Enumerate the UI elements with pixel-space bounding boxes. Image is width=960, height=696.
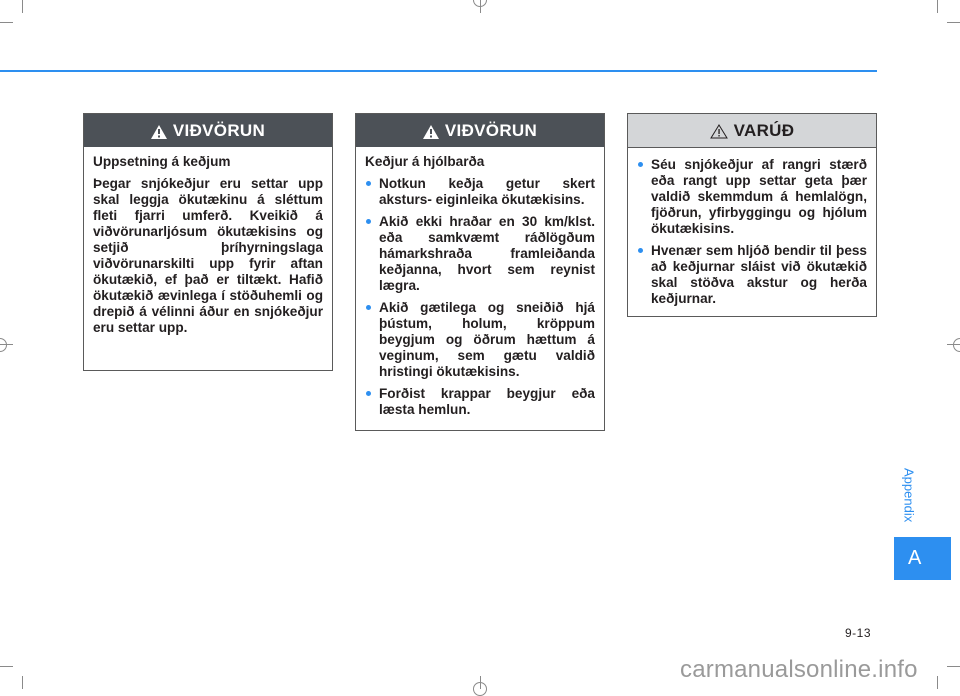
crop-mark [947, 666, 960, 667]
caution-title: VARÚÐ [733, 120, 795, 140]
crop-mark [947, 22, 960, 23]
section-tab-letter: A [908, 547, 922, 569]
bullet-item: Notkun keðja getur skert aksturs- eiginleika ökutækisins. [365, 176, 595, 208]
crop-mark [937, 676, 938, 689]
warning-triangle-icon [423, 125, 439, 139]
box-subheading: Uppsetning á keðjum [93, 154, 231, 169]
warning-title: VIÐVÖRUN [172, 120, 266, 140]
registration-mark-right-line [947, 344, 960, 345]
registration-mark-bottom-line [480, 676, 481, 689]
box-subheading: Keðjur á hjólbarða [365, 154, 485, 169]
bullet-item: Séu snjókeðjur af rangri stærð eða rangt upp settar geta þær valdið skemmdum á hemlalögn, fjöðrun, yfirbyggingu og hjólum ökutækisins. [637, 157, 867, 237]
watermark: carmanualsonline.info [680, 656, 918, 683]
registration-mark-top-line [480, 0, 481, 13]
bullet-item: Akið ekki hraðar en 30 km/klst. eða samkvæmt ráðlögðum hámarkshraða framleiðanda keðjanna, hvort sem reynist lægra. [365, 214, 595, 294]
registration-mark-right [953, 338, 960, 352]
crop-mark [937, 0, 938, 13]
crop-mark [22, 676, 23, 689]
section-tab[interactable] [894, 537, 951, 580]
warning-triangle-icon [151, 125, 167, 139]
caution-box-chain-size [627, 113, 877, 317]
crop-mark [0, 666, 13, 667]
bullet-item: Akið gætilega og sneiðið hjá þústum, holum, kröppum beygjum og öðrum hættum á veginum, sem gætu valdið hristingi ökutækisins. [365, 300, 595, 380]
warning-box-tire-chains [355, 113, 605, 431]
warning-box-chain-installation [83, 113, 333, 371]
crop-mark [0, 22, 13, 23]
warning-header [356, 114, 604, 147]
section-label: Appendix [901, 467, 917, 523]
caution-header [628, 114, 876, 148]
registration-mark-left [0, 338, 7, 352]
caution-triangle-icon [710, 124, 728, 139]
page-number: 9-13 [845, 626, 872, 640]
warning-title: VIÐVÖRUN [444, 120, 538, 140]
crop-mark [22, 0, 23, 13]
warning-header [84, 114, 332, 147]
header-rule [0, 70, 877, 72]
box-paragraph: Þegar snjókeðjur eru settar upp skal leggja ökutækinu á sléttum fleti fjarri umferð. Kveikið á viðvörunarljósum ökutækisins og setjið þríhyrningslaga viðvörunarskilti upp fyrir aftan ökutækið, ef það er tiltækt. Hafið ökutækið ævinlega í stöðuhemli og drepið á vélinni áður en snjókeðjur eru settar upp. [93, 176, 323, 335]
registration-mark-left-line [0, 344, 13, 345]
bullet-item: Hvenær sem hljóð bendir til þess að keðjurnar sláist við ökutækið skal stöðva akstur og herða keðjurnar. [637, 243, 867, 307]
bullet-item: Forðist krappar beygjur eða læsta hemlun. [365, 386, 595, 418]
